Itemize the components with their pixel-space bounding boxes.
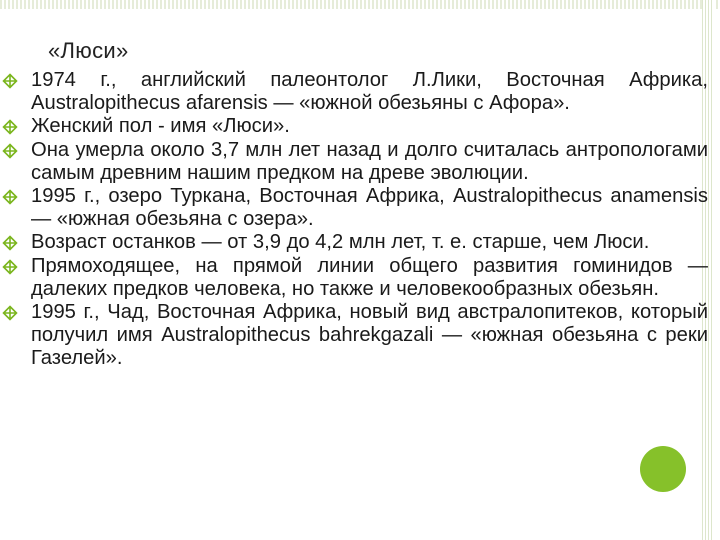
leaf-outline-icon (2, 235, 18, 251)
green-circle-decoration (640, 446, 686, 492)
list-item-text: 1995 г., Чад, Восточная Африка, новый вид австралопитеков, который получил имя Australopithecus bahrekgazali — «южная обезьяна с реки Газелей». (31, 301, 708, 370)
list-item (2, 69, 708, 115)
list-item (2, 115, 708, 138)
leaf-outline-icon (2, 73, 18, 89)
leaf-outline-icon (2, 119, 18, 135)
list-item-text: 1974 г., английский палеонтолог Л.Лики, Восточная Африка, Australopithecus afarensis — «южной обезьяны с Афора». (31, 69, 708, 115)
list-item (2, 231, 708, 254)
list-item-text: Женский пол - имя «Люси». (31, 115, 290, 138)
list-item-text: Она умерла около 3,7 млн лет назад и долго считалась антропологами самым древним нашим предком на древе эволюции. (31, 138, 708, 184)
leaf-outline-icon (2, 189, 18, 205)
list-item-text: 1995 г., озеро Туркана, Восточная Африка, Australopithecus anamensis — «южная обезьяна с озера». (31, 185, 708, 231)
list-item-text: Прямоходящее, на прямой линии общего развития гоминидов — далеких предков человека, но также и человекообразных обезьян. (31, 254, 708, 300)
slide-title: «Люси» (48, 38, 129, 63)
list-item (2, 255, 708, 301)
bullet-list (2, 69, 708, 371)
leaf-outline-icon (2, 259, 18, 275)
list-item (2, 139, 708, 185)
list-item-text: Возраст останков — от 3,9 до 4,2 млн лет, т. е. старше, чем Люси. (31, 231, 650, 254)
top-stripe-decoration (0, 0, 720, 9)
leaf-outline-icon (2, 143, 18, 159)
list-item (2, 185, 708, 231)
list-item (2, 301, 708, 371)
leaf-outline-icon (2, 305, 18, 321)
